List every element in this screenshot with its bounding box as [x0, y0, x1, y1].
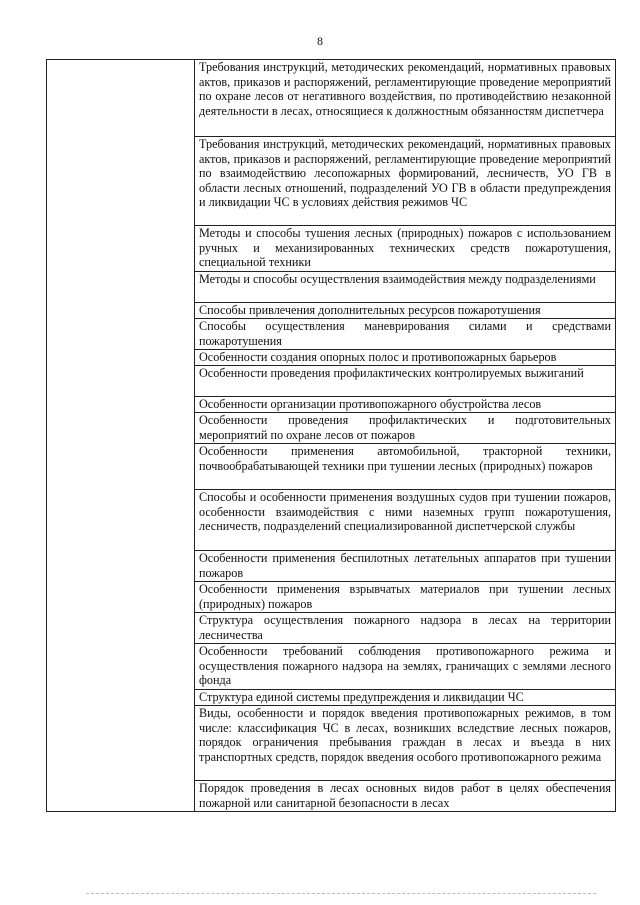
cell-text: Особенности применения взрывчатых материалов при тушении лесных (природных) пожаров	[199, 582, 611, 611]
cell-text: Методы и способы осуществления взаимодействия между подразделениями	[199, 272, 596, 286]
table-cell	[195, 706, 616, 781]
table-cell	[195, 319, 616, 350]
table-cell	[195, 444, 616, 490]
table-cell	[195, 272, 616, 303]
cell-text: Способы осуществления маневрирования силами и средствами пожаротушения	[199, 319, 611, 348]
cell-text: Структура осуществления пожарного надзора в лесах на территории лесничества	[199, 613, 611, 642]
cell-text: Особенности применения беспилотных летательных аппаратов при тушении пожаров	[199, 551, 611, 580]
table-cell	[195, 226, 616, 272]
table-cell	[195, 60, 616, 137]
cell-text: Порядок проведения в лесах основных видов работ в целях обеспечения пожарной или санитарной безопасности в лесах	[199, 781, 611, 810]
bottom-scan-line	[86, 893, 596, 894]
cell-text: Виды, особенности и порядок введения противопожарных режимов, в том числе: классификация ЧС в лесах, возникших вследствие лесных пожаров, порядок ограничения пребывания граждан в лесах и въезда в них транспортных средств, порядок введения особого противопожарного режима	[199, 706, 611, 764]
cell-text: Особенности организации противопожарного обустройства лесов	[199, 397, 542, 411]
requirements-table	[46, 59, 616, 812]
table-cell	[195, 613, 616, 644]
cell-text: Особенности создания опорных полос и противопожарных барьеров	[199, 350, 557, 364]
table-cell	[195, 781, 616, 812]
cell-text: Особенности проведения профилактических и подготовительных мероприятий по охране лесов от пожаров	[199, 413, 611, 442]
table-cell	[195, 366, 616, 397]
table-row	[47, 60, 616, 137]
left-column-cell	[47, 60, 195, 812]
cell-text: Способы привлечения дополнительных ресурсов пожаротушения	[199, 303, 541, 317]
table-cell	[195, 644, 616, 690]
table-cell	[195, 413, 616, 444]
cell-text: Требования инструкций, методических рекомендаций, нормативных правовых актов, приказов и распоряжений, регламентирующие проведение мероприятий по взаимодействию лесопожарных формирований, лесничеств, УО ГВ в области лесных отношений, подразделений УО ГВ в области предупреждения и ликвидации ЧС в условиях действия режимов ЧС	[199, 137, 611, 210]
cell-text: Особенности применения автомобильной, тракторной техники, почвообрабатывающей техники при тушении лесных (природных) пожаров	[199, 444, 611, 473]
table-cell	[195, 303, 616, 319]
cell-text: Особенности проведения профилактических контролируемых выжиганий	[199, 366, 584, 380]
table-cell	[195, 490, 616, 551]
table-cell	[195, 551, 616, 582]
cell-text: Особенности требований соблюдения противопожарного режима и осуществления пожарного надзора на землях, граничащих с землями лесного фонда	[199, 644, 611, 688]
cell-text: Способы и особенности применения воздушных судов при тушении пожаров, особенности взаимодействия с ними наземных групп пожаротушения, лесничеств, подразделений специализированной диспетчерской службы	[199, 490, 611, 534]
table-cell	[195, 137, 616, 226]
table-cell	[195, 397, 616, 413]
cell-text: Требования инструкций, методических рекомендаций, нормативных правовых актов, приказов и распоряжений, регламентирующие проведение мероприятий по охране лесов от негативного воздействия, по противодействию незаконной деятельности в лесах, относящиеся к должностным обязанностям диспетчера	[199, 60, 611, 118]
page-number: 8	[317, 34, 323, 48]
table-cell	[195, 582, 616, 613]
table-cell	[195, 690, 616, 706]
table-cell	[195, 350, 616, 366]
cell-text: Структура единой системы предупреждения и ликвидации ЧС	[199, 690, 524, 704]
cell-text: Методы и способы тушения лесных (природных) пожаров с использованием ручных и механизированных технических средств пожаротушения, специальной техники	[199, 226, 611, 270]
